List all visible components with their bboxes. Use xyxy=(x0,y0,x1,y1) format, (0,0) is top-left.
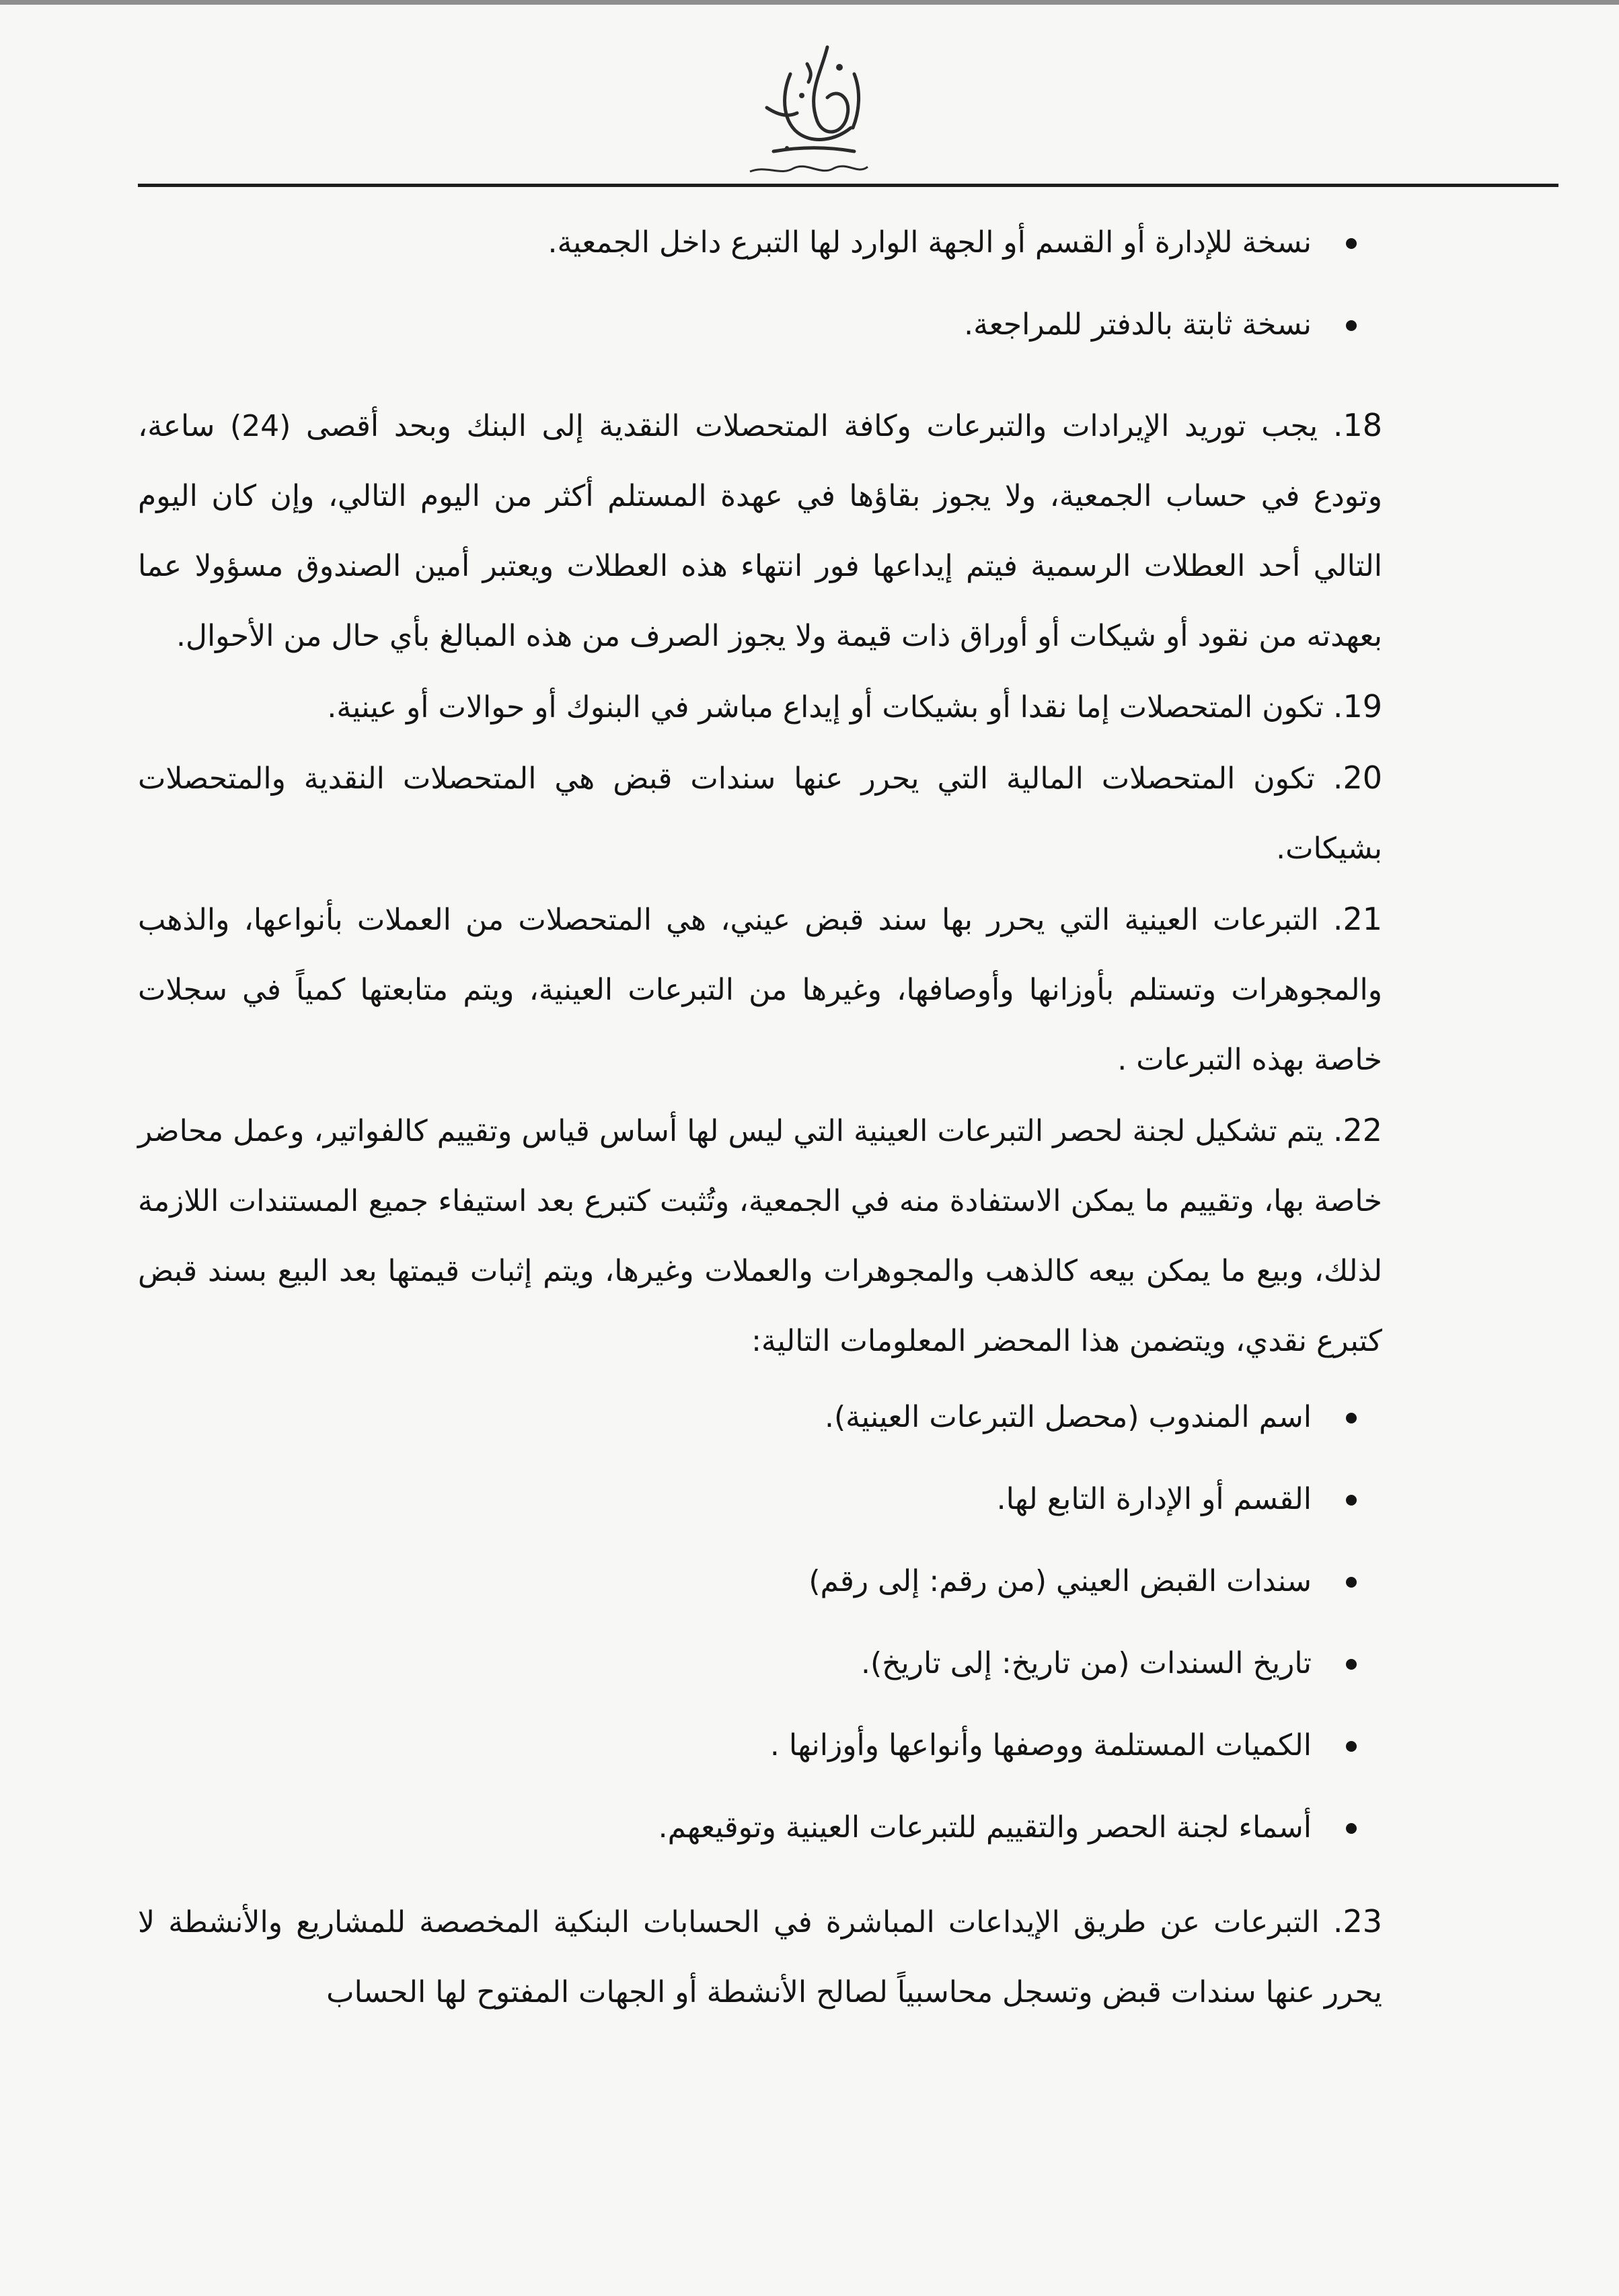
clause-number: 22. xyxy=(1332,1112,1382,1148)
list-item: اسم المندوب (محصل التبرعات العينية). xyxy=(138,1376,1382,1458)
clause-20 xyxy=(138,743,1382,884)
clause-number: 20. xyxy=(1332,760,1382,796)
clause-number: 19. xyxy=(1332,688,1382,725)
list-item: نسخة للإدارة أو القسم أو الجهة الوارد لها التبرع داخل الجمعية. xyxy=(138,202,1382,284)
clause-number: 23. xyxy=(1332,1903,1382,1939)
spacer xyxy=(138,366,1382,390)
scan-top-edge xyxy=(0,0,1619,5)
list-item: القسم أو الإدارة التابع لها. xyxy=(138,1458,1382,1541)
header-rule xyxy=(138,184,1558,187)
clause-text: التبرعات العينية التي يحرر بها سند قبض عيني، هي المتحصلات من العملات بأنواعها، والذهب والمجوهرات وتستلم بأوزانها وأوصافها، وغيرها من التبرعات العينية، ويتم متابعتها كمياً في سجلات خاصة بهذه التبرعات . xyxy=(138,903,1382,1077)
top-bullet-list xyxy=(138,202,1382,366)
clause-18 xyxy=(138,390,1382,671)
clause-21 xyxy=(138,884,1382,1095)
list-item: أسماء لجنة الحصر والتقييم للتبرعات العينية وتوقيعهم. xyxy=(138,1787,1382,1869)
clause-22-bullet-list xyxy=(138,1376,1382,1869)
clause-text: تكون المتحصلات المالية التي يحرر عنها سندات قبض هي المتحصلات النقدية والمتحصلات بشيكات. xyxy=(138,762,1382,866)
list-item: الكميات المستلمة ووصفها وأنواعها وأوزانها . xyxy=(138,1705,1382,1787)
clause-text: يتم تشكيل لجنة لحصر التبرعات العينية التي ليس لها أساس قياس وتقييم كالفواتير، وعمل محاضر خاصة بها، وتقييم ما يمكن الاستفادة منه في الجمعية، وتُثبت كتبرع بعد استيفاء جميع المستندات اللازمة لذلك، وبيع ما يمكن بيعه كالذهب والمجوهرات والعملات وغيرها، ويتم إثبات قيمتها بعد البيع بسند قبض كتبرع نقدي، ويتضمن هذا المحضر المعلومات التالية: xyxy=(138,1114,1382,1358)
clause-text: يجب توريد الإيرادات والتبرعات وكافة المتحصلات النقدية إلى البنك وبحد أقصى (24) ساعة، وتودع في حساب الجمعية، ولا يجوز بقاؤها في عهدة المستلم أكثر من اليوم التالي، وإن كان اليوم التالي أحد العطلات الرسمية فيتم إيداعها فور انتهاء هذه العطلات ويعتبر أمين الصندوق مسؤولا عما بعهدته من نقود أو شيكات أو أوراق ذات قيمة ولا يجوز الصرف من هذه المبالغ بأي حال من الأحوال. xyxy=(138,409,1382,653)
clause-text: التبرعات عن طريق الإيداعات المباشرة في الحسابات البنكية المخصصة للمشاريع والأنشطة لا يحرر عنها سندات قبض وتسجل محاسبياً لصالح الأنشطة أو الجهات المفتوح لها الحساب xyxy=(138,1905,1382,2009)
document-body xyxy=(138,202,1382,2028)
clause-number: 21. xyxy=(1332,901,1382,937)
list-item: سندات القبض العيني (من رقم: إلى رقم) xyxy=(138,1541,1382,1623)
list-item: نسخة ثابتة بالدفتر للمراجعة. xyxy=(138,284,1382,366)
clause-22 xyxy=(138,1095,1382,1376)
organization-logo xyxy=(726,34,888,185)
spacer xyxy=(138,1869,1382,1886)
clause-19 xyxy=(138,671,1382,743)
page-header xyxy=(0,20,1619,188)
clause-number: 18. xyxy=(1332,407,1382,443)
list-item: تاريخ السندات (من تاريخ: إلى تاريخ). xyxy=(138,1623,1382,1705)
clause-23 xyxy=(138,1886,1382,2028)
clause-text: تكون المتحصلات إما نقدا أو بشيكات أو إيداع مباشر في البنوك أو حوالات أو عينية. xyxy=(327,690,1333,725)
